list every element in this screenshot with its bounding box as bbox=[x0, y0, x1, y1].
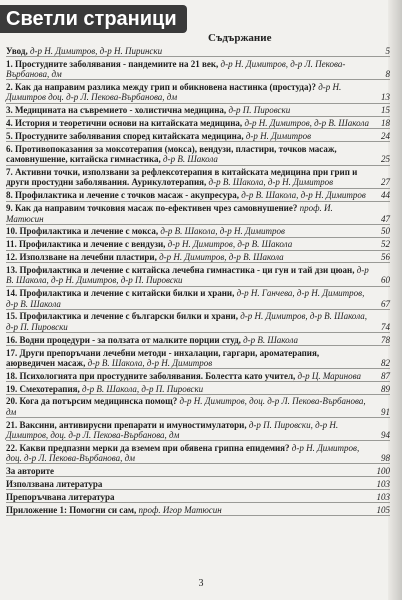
toc-entry-page: 15 bbox=[381, 105, 390, 116]
toc-entry bbox=[6, 335, 390, 346]
toc-entry-page: 91 bbox=[381, 406, 390, 417]
toc-entry-page: 13 bbox=[381, 92, 390, 103]
toc-entry-text bbox=[6, 466, 370, 476]
toc-entry-title: 14. Профилактика и лечение с китайски билки и храни, bbox=[6, 288, 237, 299]
toc-entry-author: д-р Н. Димитров доц. д-р Л. Пекова-Върбанова, дм bbox=[6, 82, 342, 103]
toc-entry-text bbox=[6, 479, 370, 489]
toc-entry-page: 100 bbox=[376, 466, 390, 477]
toc-entry bbox=[6, 420, 390, 442]
toc-entry-text bbox=[6, 396, 370, 417]
page-number: 3 bbox=[198, 578, 204, 589]
toc-entry-author: д-р В. Шакола, д-р Н. Димитров bbox=[160, 226, 285, 237]
toc-entry-page: 18 bbox=[381, 118, 390, 129]
toc-entry-text bbox=[6, 288, 370, 309]
toc-entry-title: Увод, bbox=[6, 46, 30, 56]
toc-entry-title: 1. Простудните заболявания - пандемиите на 21 век, bbox=[6, 58, 221, 69]
toc-entry bbox=[6, 384, 390, 395]
toc-entry bbox=[6, 443, 390, 465]
toc-entry-author: д-р В. Шакола bbox=[243, 334, 298, 345]
toc-entry-page: 27 bbox=[381, 177, 390, 188]
toc-entry-page: 82 bbox=[381, 357, 390, 368]
toc-entry bbox=[6, 479, 390, 490]
toc-entry-author: д-р Н. Димитров, д-р В. Шакола bbox=[167, 239, 293, 250]
toc-entry-page: 105 bbox=[376, 504, 390, 515]
toc-entry-author: д-р Н. Димитров, д-р Н. Пирински bbox=[29, 46, 163, 56]
toc-entry-author: д-р П. Пировски, д-р Н. Димитров, доц. д-р Л. Пекова-Върбанова, дм bbox=[6, 419, 339, 440]
toc-entry-page: 5 bbox=[385, 46, 390, 56]
toc-entry-page: 25 bbox=[381, 154, 390, 165]
toc-entry-author: д-р В. Шакола, д-р П. Пировски bbox=[82, 383, 204, 394]
toc-entry-author: д-р Н. Димитров, доц. д-р Л. Пекова-Върбанова, дм bbox=[6, 396, 366, 417]
toc-entry-text bbox=[6, 492, 370, 502]
toc-entry-author: д-р В. Шакола, д-р Н. Димитров bbox=[241, 190, 366, 201]
toc-entry-page: 47 bbox=[381, 213, 390, 224]
toc-entry-author: д-р Н. Димитров, доц. д-р Л. Пекова-Върбанова, дм bbox=[6, 442, 360, 464]
toc-entry-text bbox=[6, 252, 370, 262]
toc-entry-page: 44 bbox=[381, 190, 390, 201]
toc-entry-title: 6. Противопоказания за моксотерапия (мокса), вендузи, пластири, точков масаж, самовнушение, китайска гимнастика, bbox=[6, 143, 337, 165]
toc-entry-text bbox=[6, 82, 370, 103]
toc-entry-title: 20. Кога да потърсим медицинска помощ? bbox=[6, 396, 180, 407]
toc-entry bbox=[6, 144, 390, 166]
toc-entry-page: 78 bbox=[381, 334, 390, 345]
toc-entry-title: 4. История и теоретични основи на китайската медицина, bbox=[6, 118, 245, 129]
toc-entry-title: Препоръчвана литература bbox=[6, 491, 115, 502]
toc-entry-title: 22. Какви предпазни мерки да вземем при обявена грипна епидемия? bbox=[6, 442, 292, 453]
toc-entry-page: 52 bbox=[381, 239, 390, 250]
toc-entry bbox=[6, 105, 390, 116]
toc-entry-text bbox=[6, 311, 370, 332]
toc-entry bbox=[6, 265, 390, 287]
toc-entry bbox=[6, 190, 390, 201]
toc-entry-text bbox=[6, 144, 370, 165]
toc-entry-author: д-р Н. Димитров, д-р В. Шакола bbox=[244, 118, 369, 129]
toc-entry-author: д-р П. Пировски bbox=[228, 105, 291, 116]
toc-entry-author: проф. И. Матюсин bbox=[6, 203, 333, 224]
toc-entry bbox=[6, 82, 390, 104]
toc-entry-title: 5. Простудните заболявания според китайската медицина, bbox=[6, 131, 246, 142]
toc-entry-title: 21. Ваксини, антивирусни препарати и имуностимулатори, bbox=[6, 419, 249, 430]
toc-entry-text bbox=[6, 348, 370, 369]
toc-entry-text bbox=[6, 265, 370, 286]
page-edge-shadow bbox=[388, 0, 402, 600]
toc-entry-title: 2. Как да направим разлика между грип и обикновена настинка (простуда)? bbox=[6, 82, 319, 93]
toc-entry-text bbox=[6, 105, 370, 115]
toc-entry-author: д-р Н. Димитров, д-р Л. Пекова-Върбанова, дм bbox=[6, 58, 346, 80]
toc-entry-page: 89 bbox=[381, 383, 390, 394]
toc-entry-page: 67 bbox=[381, 298, 390, 309]
toc-entry-title: За авторите bbox=[6, 466, 55, 477]
toc-entry-title: 11. Профилактика и лечение с вендузи, bbox=[6, 239, 168, 250]
toc-entry-author: д-р Н. Димитров, д-р В. Шакола bbox=[159, 252, 284, 263]
toc-entry-text bbox=[6, 59, 370, 80]
toc-entry-page: 94 bbox=[381, 429, 390, 440]
toc-entry-title: 12. Използване на лечебни пластири, bbox=[6, 252, 160, 263]
contents-heading: Съдържание bbox=[208, 32, 272, 44]
toc-entry-title: 3. Медицината на съвремието - холистична медицина, bbox=[6, 105, 229, 116]
toc-entry bbox=[6, 46, 390, 57]
toc-entry-text bbox=[6, 226, 370, 236]
toc-entry-text bbox=[6, 46, 370, 56]
toc-entry-author: д-р Н. Димитров, д-р В. Шакола, д-р П. Пировски bbox=[6, 311, 367, 332]
toc-entry-author: проф. Игор Матюсин bbox=[138, 504, 222, 515]
toc-entry bbox=[6, 59, 390, 81]
toc-entry bbox=[6, 348, 390, 370]
toc-entry bbox=[6, 203, 390, 225]
toc-entry-text bbox=[6, 371, 370, 381]
toc-entry-text bbox=[6, 239, 370, 249]
toc-entry-text bbox=[6, 443, 370, 464]
toc-entry-page: 98 bbox=[381, 453, 390, 464]
toc-entry-page: 74 bbox=[381, 321, 390, 332]
toc-entry bbox=[6, 239, 390, 250]
toc-entry bbox=[6, 167, 390, 189]
toc-entry-title: 9. Как да направим точковия масаж по-ефективен чрез самовнушение? bbox=[6, 203, 300, 214]
toc-entry bbox=[6, 371, 390, 382]
toc-entry-title: 15. Профилактика и лечение с български билки и храни, bbox=[6, 311, 241, 322]
toc-entry-author: д-р Н. Ганчева, д-р Н. Димитров, д-р В. Шакола bbox=[6, 288, 365, 309]
toc-entry-page: 103 bbox=[376, 491, 390, 502]
toc-entry-page: 103 bbox=[376, 478, 390, 489]
toc-entry-page: 87 bbox=[381, 370, 390, 381]
toc-entry-author: д-р Н. Димитров bbox=[245, 131, 312, 142]
toc-entry-page: 50 bbox=[381, 226, 390, 237]
toc-entry-page: 8 bbox=[385, 69, 390, 80]
toc-entry-page: 60 bbox=[381, 275, 390, 286]
toc-entry-author: д-р В. Шакола, д-р Н. Димитров, д-р П. Пировски bbox=[6, 265, 369, 286]
toc-entry bbox=[6, 492, 390, 503]
toc-entry-title: 10. Профилактика и лечение с мокса, bbox=[6, 226, 161, 237]
toc-entry bbox=[6, 288, 390, 310]
toc-entry-title: 16. Водни процедури - за ползата от малките порции студ, bbox=[6, 334, 244, 345]
toc-entry-title: Използвана литература bbox=[6, 478, 103, 489]
toc-entry-author: д-р Ц. Маринова bbox=[297, 370, 361, 381]
table-of-contents bbox=[6, 46, 390, 518]
toc-entry-author: д-р В. Шакола, д-р Н. Димитров bbox=[87, 357, 213, 368]
toc-entry-text bbox=[6, 505, 370, 515]
toc-entry-text bbox=[6, 335, 370, 345]
toc-entry-author: д-р В. Шакола bbox=[163, 154, 218, 165]
toc-entry bbox=[6, 118, 390, 129]
toc-entry-author: д-р В. Шакола, д-р Н. Димитров bbox=[208, 177, 334, 188]
toc-entry-title: Приложение 1: Помогни си сам, bbox=[6, 504, 139, 515]
toc-entry-text bbox=[6, 420, 370, 441]
toc-entry bbox=[6, 396, 390, 418]
toc-entry bbox=[6, 505, 390, 516]
toc-entry bbox=[6, 226, 390, 237]
toc-entry-title: 18. Психологията при простудните заболявания. Болестта като учител, bbox=[6, 370, 298, 381]
toc-entry-text bbox=[6, 118, 370, 128]
toc-entry-title: 19. Смехотерапия, bbox=[6, 383, 83, 394]
toc-entry-page: 24 bbox=[381, 131, 390, 142]
toc-entry-text bbox=[6, 131, 370, 141]
toc-entry-title: 8. Профилактика и лечение с точков масаж - акупресура, bbox=[6, 190, 242, 201]
toc-entry-title: 7. Активни точки, използвани за рефлексотерапия в китайската медицина при грип и други простудни заболявания. Аурикулотерапия, bbox=[6, 167, 358, 188]
toc-entry bbox=[6, 131, 390, 142]
toc-entry-text bbox=[6, 190, 370, 200]
toc-entry-text bbox=[6, 203, 370, 224]
toc-entry-text bbox=[6, 167, 370, 188]
toc-entry-title: 13. Профилактика и лечение с китайска лечебна гимнастика - ци гун и тай дзи цюан, bbox=[6, 265, 357, 276]
toc-entry-page: 56 bbox=[381, 252, 390, 263]
toc-entry-title: 17. Други препоръчани лечебни методи - инхалации, гаргари, ароматерапия, аюрведичен масаж, bbox=[6, 347, 320, 368]
toc-entry bbox=[6, 252, 390, 263]
toc-entry bbox=[6, 311, 390, 333]
title-banner: Светли страници bbox=[0, 5, 187, 33]
toc-entry-text bbox=[6, 384, 370, 394]
toc-entry bbox=[6, 466, 390, 477]
